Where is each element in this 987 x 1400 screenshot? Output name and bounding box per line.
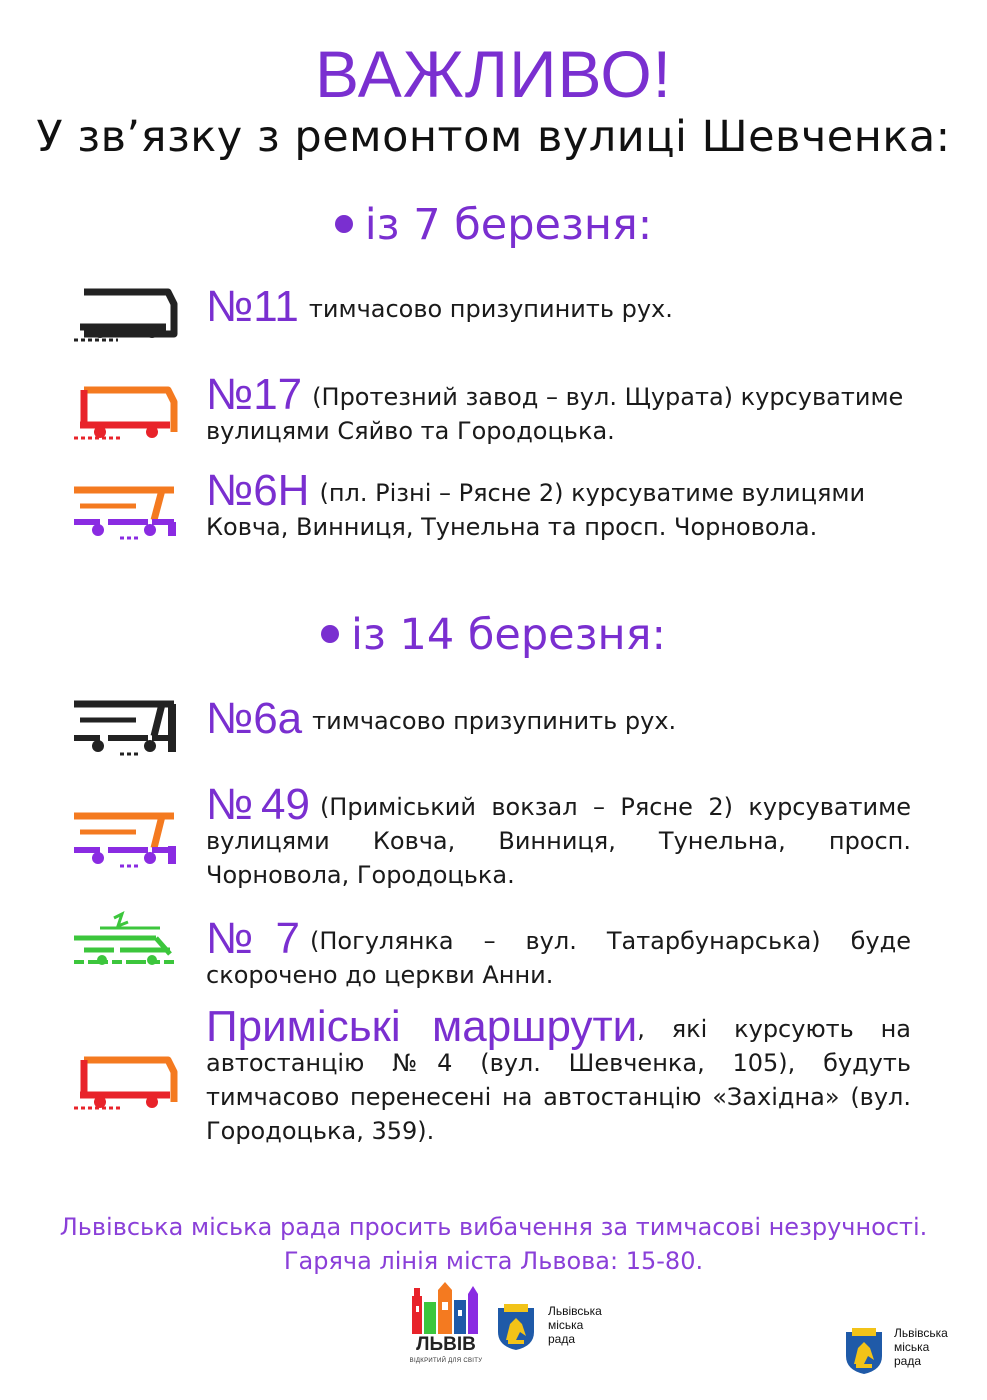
bus-icon xyxy=(70,380,180,450)
route-description: тимчасово призупинить рух. xyxy=(312,707,677,735)
route-number: №6Н xyxy=(206,466,310,515)
council-name-1: Львівська міська рада xyxy=(548,1304,602,1346)
tram-icon xyxy=(70,910,180,980)
page-title: ВАЖЛИВО! xyxy=(314,37,673,111)
section-heading-march-7 xyxy=(0,200,987,250)
route-number: №11 xyxy=(206,282,299,331)
council-name-2: Львівська міська рада xyxy=(894,1326,948,1368)
council-crest-icon xyxy=(496,1302,536,1352)
city-towers-icon xyxy=(406,1282,486,1334)
trolleybus-icon xyxy=(70,806,180,876)
trolleybus-icon xyxy=(70,478,180,548)
trolleybus-icon xyxy=(70,694,180,764)
bullet-dot-icon xyxy=(335,215,353,233)
footer-note xyxy=(0,1210,987,1278)
route-description: , які курсують на автостанцію №4 (вул. Шевченка, 105), будуть тимчасово перенесені на автостанцію «Західна» (вул. Городоцька, 359). xyxy=(206,1015,911,1145)
route-description: тимчасово призупинить рух. xyxy=(308,295,673,323)
route-number: №7 xyxy=(206,914,301,963)
route-entry-17 xyxy=(206,370,911,448)
council-crest-icon xyxy=(844,1326,884,1376)
route-entry-6a xyxy=(206,694,911,743)
section-heading-text: із 7 березня: xyxy=(364,200,653,250)
city-logo-tagline: ВІДКРИТИЙ ДЛЯ СВІТУ xyxy=(409,1358,483,1364)
lviv-city-logo xyxy=(406,1282,486,1382)
page-subtitle: У зв’язку з ремонтом вулиці Шевченка: xyxy=(36,112,951,162)
route-number: №6а xyxy=(206,694,303,743)
city-logo-word: ЛЬВІВ xyxy=(416,1334,476,1355)
route-description: (Протезний завод – вул. Щурата) курсуватиме вулицями Сяйво та Городоцька. xyxy=(206,383,904,445)
route-description: (Приміський вокзал – Рясне 2) курсуватиме вулицями Ковча, Винниця, Тунельна, просп. Чорновола, Городоцька. xyxy=(206,793,911,889)
route-entry-49 xyxy=(206,780,911,892)
route-number: Приміські маршрути xyxy=(206,1002,638,1051)
hotline-text: Гаряча лінія міста Львова: 15-80. xyxy=(283,1247,704,1275)
bus-icon xyxy=(70,282,180,352)
route-description: (Погулянка – вул. Татарбунарська) буде скорочено до церкви Анни. xyxy=(206,927,911,989)
bus-icon xyxy=(70,1050,180,1120)
route-entry-7 xyxy=(206,914,911,992)
route-entry-6h xyxy=(206,466,911,544)
apology-text: Львівська міська рада просить вибачення за тимчасові незручності. xyxy=(59,1213,928,1241)
route-number: №49 xyxy=(206,780,310,829)
route-number: №17 xyxy=(206,370,303,419)
section-heading-text: із 14 березня: xyxy=(351,610,666,660)
route-entry-suburban xyxy=(206,1002,911,1148)
route-description: (пл. Різні – Рясне 2) курсуватиме вулицями Ковча, Винниця, Тунельна та просп. Чорновола. xyxy=(206,479,866,541)
route-entry-11 xyxy=(206,282,911,331)
bullet-dot-icon xyxy=(321,625,339,643)
section-heading-march-14 xyxy=(0,610,987,660)
